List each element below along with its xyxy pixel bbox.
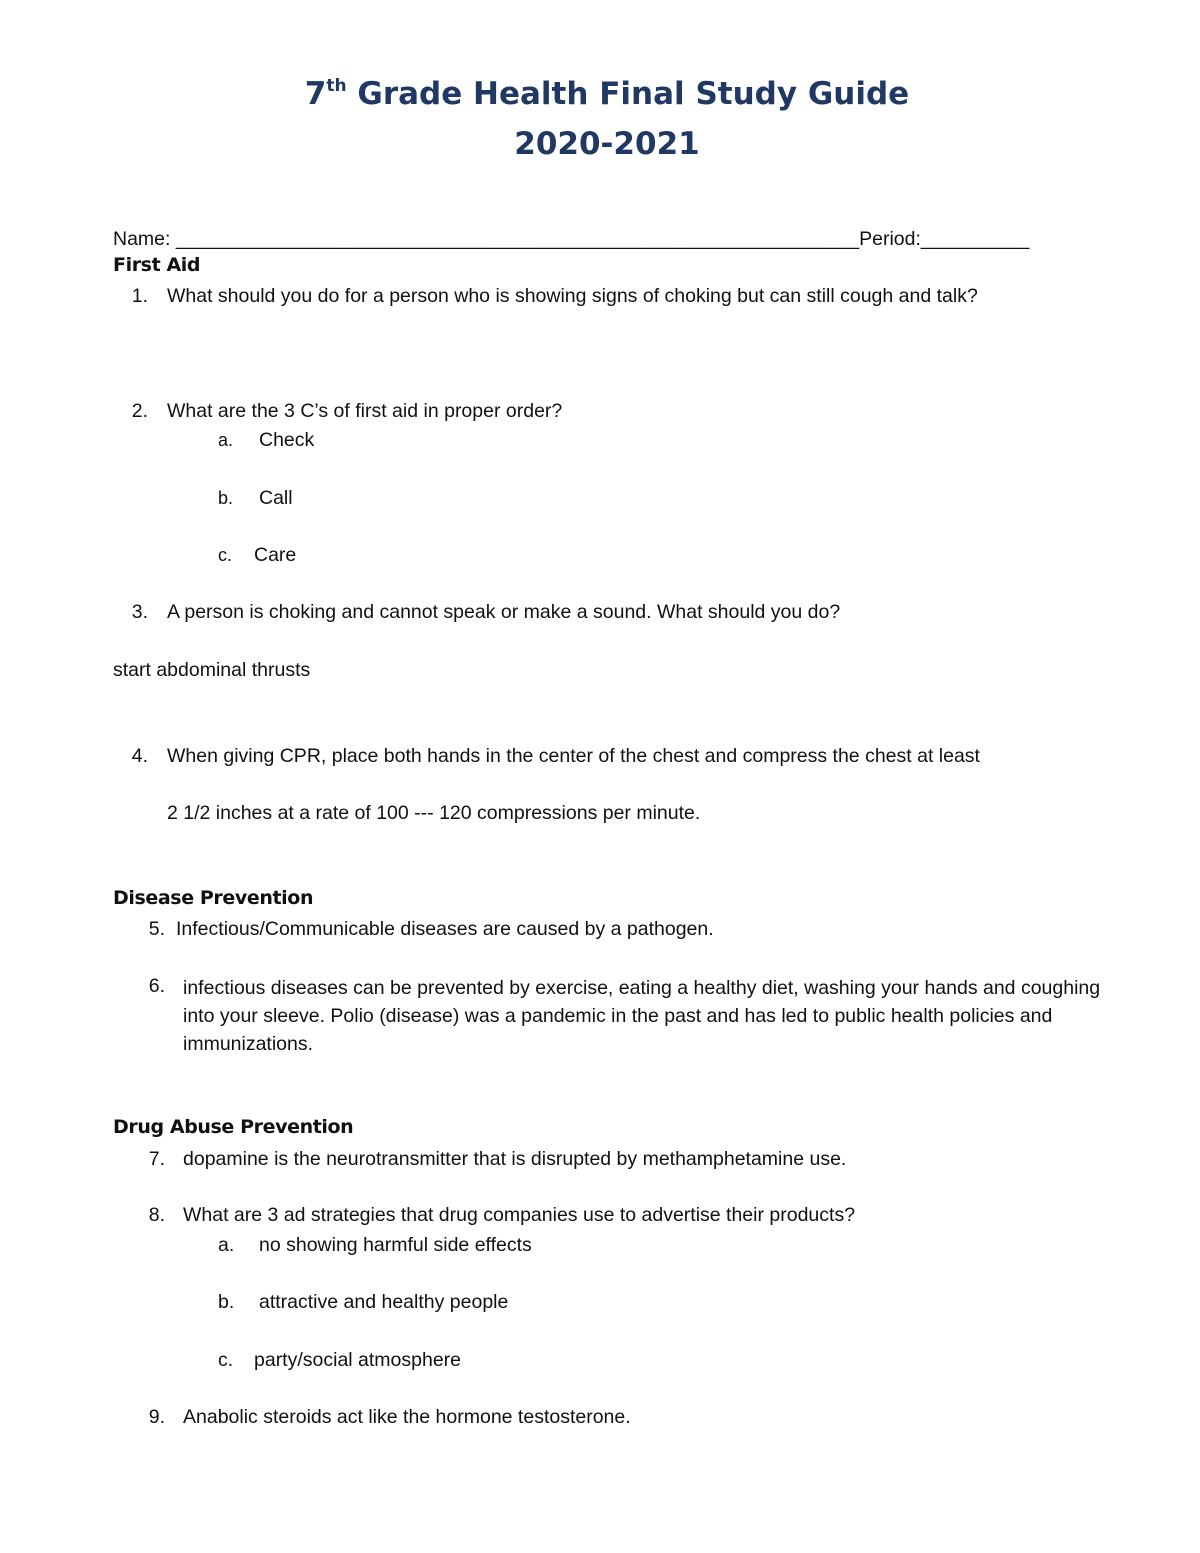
list-letter: a. (218, 430, 234, 450)
question-number: 1. (131, 285, 148, 307)
question-8-text: What are 3 ad strategies that drug companies use to advertise their products? (183, 1204, 856, 1226)
list-item: Check (259, 429, 315, 451)
question-4-text: When giving CPR, place both hands in the center of the chest and compress the chest at least (167, 745, 980, 767)
name-label: Name: (113, 228, 171, 250)
question-number: 5. (148, 918, 165, 940)
list-letter: b. (218, 488, 234, 508)
question-1-text: What should you do for a person who is showing signs of choking but can still cough and talk? (167, 285, 978, 307)
list-letter: c. (218, 545, 233, 565)
list-item: party/social atmosphere (254, 1349, 462, 1371)
period-label: _Period: (848, 228, 921, 250)
list-item: no showing harmful side effects (259, 1234, 532, 1256)
list-letter: a. (218, 1234, 235, 1256)
question-number: 7. (148, 1148, 165, 1170)
name-period-line (113, 227, 1029, 251)
list-letter: b. (218, 1291, 235, 1313)
question-number: 9. (148, 1406, 165, 1428)
list-item: Call (259, 487, 293, 509)
question-3-text: A person is choking and cannot speak or make a sound. What should you do? (167, 601, 841, 623)
question-number: 4. (131, 745, 148, 767)
question-number: 3. (131, 601, 148, 623)
question-5-text: Infectious/Communicable diseases are caused by a pathogen. (176, 918, 714, 940)
title-superscript: th (326, 76, 347, 96)
page-year: 2020-2021 (514, 126, 700, 162)
list-letter: c. (218, 1349, 234, 1371)
period-blank[interactable]: __________ (920, 228, 1030, 250)
question-9-text: Anabolic steroids act like the hormone testosterone. (183, 1406, 631, 1428)
page-title: 7th Grade Health Final Study Guide (304, 76, 910, 112)
question-4-continuation: 2 1/2 inches at a rate of 100 --- 120 compressions per minute. (167, 802, 701, 824)
section-heading-drug-abuse-prevention: Drug Abuse Prevention (113, 1116, 354, 1138)
question-6-text: infectious diseases can be prevented by exercise, eating a healthy diet, washing your hands and coughing into your sleeve. Polio (disease) was a pandemic in the past and has led to public health policies and immunizations. (183, 977, 1101, 1055)
question-number: 2. (131, 400, 148, 422)
question-number: 6. (148, 975, 165, 997)
name-blank[interactable]: ______________________________________________________________ (175, 228, 849, 250)
section-heading-first-aid: First Aid (113, 254, 201, 276)
question-2-text: What are the 3 C’s of first aid in proper order? (167, 400, 563, 422)
section-heading-disease-prevention: Disease Prevention (113, 887, 314, 909)
list-item: attractive and healthy people (259, 1291, 509, 1313)
question-number: 8. (148, 1204, 165, 1226)
answer-3-text: start abdominal thrusts (113, 659, 311, 681)
list-item: Care (254, 544, 297, 566)
question-7-text: dopamine is the neurotransmitter that is disrupted by methamphetamine use. (183, 1148, 847, 1170)
